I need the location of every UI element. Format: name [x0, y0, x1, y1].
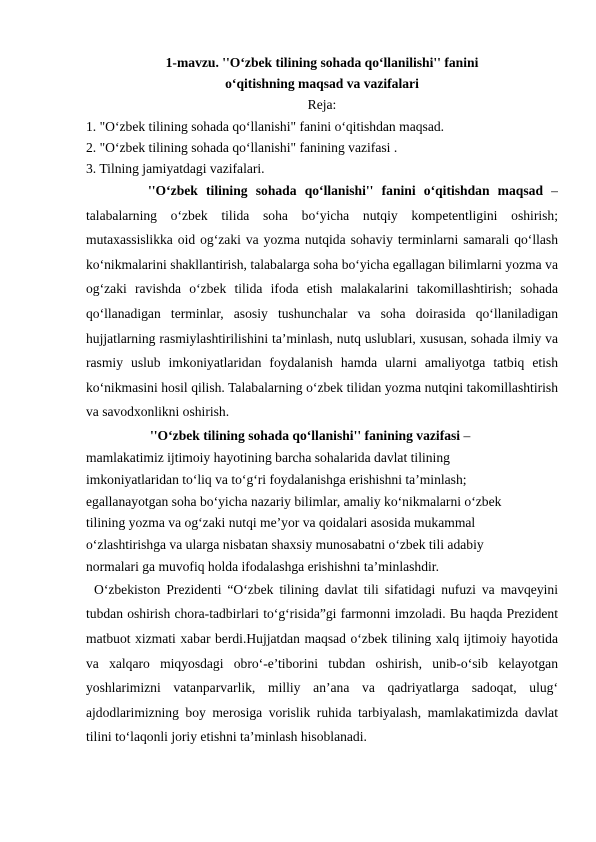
- plan-item-3: 3. Tilning jamiyatdagi vazifalari.: [86, 161, 265, 176]
- section-tasks-heading: ''O‘zbek tilining sohada qo‘llanishi'' fanining vazifasi: [150, 427, 461, 443]
- document-title: [86, 52, 558, 94]
- section-tasks-line-6: normalari ga muvofiq holda ifodalashga erishishni ta’minlashdir.: [86, 558, 439, 574]
- plan-list: [86, 116, 558, 179]
- section-tasks-heading-row: [86, 425, 558, 447]
- title-line-1: 1-mavzu. ''O‘zbek tilining sohada qo‘llanilishi'' fanini: [165, 55, 479, 70]
- plan-item-2: 2. "O‘zbek tilining sohada qo‘llanishi" fanining vazifasi .: [86, 140, 398, 155]
- title-line-2: o‘qitishning maqsad va vazifalari: [225, 76, 419, 91]
- plan-label: Reja:: [307, 97, 337, 112]
- section-tasks-line-1: mamlakatimiz ijtimoiy hayotining barcha sohalarida davlat tilining: [86, 449, 450, 465]
- section-tasks-body: [86, 447, 558, 578]
- section-tasks-line-5: o‘zlashtirishga va ularga nisbatan shaxsiy munosabatni o‘zbek tili adabiy: [86, 537, 484, 553]
- section-tasks-dash: –: [460, 427, 471, 443]
- section-goal-paragraph: [86, 179, 558, 425]
- section-tasks-line-4: tilining yozma va og‘zaki nutqi me’yor va qoidalari asosida mukammal: [86, 515, 476, 531]
- section-goal-body: – talabalarning o‘zbek tilida soha bo‘yicha nutqiy kompetentligini oshirish; mutaxassislikka oid og‘zaki va yozma nutqida sohaviy terminlarni samarali qo‘llash ko‘nikmalarini shakllantirish, talabalarga soha bo‘yicha egallagan bilimlarni yozma va og‘zaki ravishda o‘zbek tilida ifoda etish malakalarini takomillashtirish; sohada qo‘llanadigan terminlar, asosiy tushunchalar va soha doirasida qo‘llaniladigan hujjatlarning rasmiylashtirilishini ta’minlash, nutq uslublari, xususan, sohada ilmiy va rasmiy uslub imkoniyatlaridan foydalanish hamda ularni amaliyotga tatbiq etish ko‘nikmasini hosil qilish. Talabalarning o‘zbek tilidan yozma nutqini takomillashtirish va savodxonlikni oshirish.: [86, 183, 558, 420]
- plan-item-1: 1. "O‘zbek tilining sohada qo‘llanishi" fanini o‘qitishdan maqsad.: [86, 119, 445, 134]
- section-tasks-line-2: imkoniyatlaridan to‘liq va to‘g‘ri foydalanishga erishishni ta’minlash;: [86, 471, 467, 487]
- section-decree-paragraph: O‘zbekiston Prezidenti “O‘zbek tilining davlat tili sifatidagi nufuzi va mavqeyini tubdan oshirish chora-tadbirlari to‘g‘risida”gi farmonni imzoladi. Bu haqda Prezident matbuot xizmati xabar berdi.Hujjatdan maqsad o‘zbek tilining xalq ijtimoiy hayotida va xalqaro miqyosdagi obro‘-e’tiborini tubdan oshirish, unib-o‘sib kelayotgan yoshlarimizni vatanparvarlik, milliy an’ana va qadriyatlarga sadoqat, ulug‘ ajdodlarimizning boy merosiga vorislik ruhida tarbiyalash, mamlakatimizda davlat tilini to‘laqonli joriy etishni ta’minlash hisoblanadi.: [86, 581, 558, 745]
- section-goal-heading: ''O‘zbek tilining sohada qo‘llanishi'' fanini o‘qitishdan maqsad: [148, 183, 544, 198]
- document-page: [86, 52, 558, 750]
- section-tasks-line-3: egallanayotgan soha bo‘yicha nazariy bilimlar, amaliy ko‘nikmalarni o‘zbek: [86, 493, 502, 509]
